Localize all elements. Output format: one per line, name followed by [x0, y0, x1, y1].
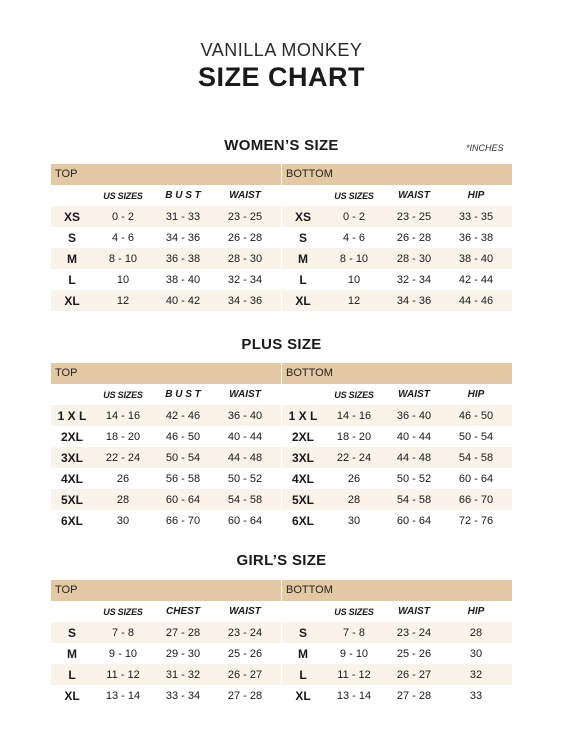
column-header: WAIST [398, 190, 430, 201]
table-row [51, 405, 281, 426]
measurement-cell: 66 - 70 [165, 514, 201, 527]
table-row [282, 447, 512, 468]
table-row [282, 489, 512, 510]
measurement-cell: 22 - 24 [336, 451, 372, 464]
size-label: S [298, 230, 307, 245]
measurement-cell: 66 - 70 [458, 493, 494, 506]
measurement-cell: 23 - 24 [227, 626, 263, 639]
measurement-cell: 54 - 58 [227, 493, 263, 506]
measurement-cell: 38 - 40 [458, 252, 494, 265]
size-label: XL [295, 688, 311, 703]
measurement-cell: 23 - 24 [396, 626, 432, 639]
measurement-cell: 30 [347, 514, 361, 527]
measurement-cell: 10 [347, 273, 361, 286]
measurement-cell: 44 - 48 [396, 451, 432, 464]
size-label: XL [295, 293, 311, 308]
size-label: 6XL [60, 513, 83, 528]
measurement-cell: 22 - 24 [105, 451, 141, 464]
measurement-cell: 13 - 14 [336, 689, 372, 702]
size-label: L [68, 667, 76, 682]
measurement-cell: 40 - 42 [165, 294, 201, 307]
measurement-cell: 26 - 27 [396, 668, 432, 681]
table-row [282, 622, 512, 643]
size-label: 3XL [291, 450, 314, 465]
measurement-cell: 60 - 64 [227, 514, 263, 527]
measurement-cell: 28 - 30 [396, 252, 432, 265]
table-row [51, 426, 281, 447]
measurement-cell: 46 - 50 [458, 409, 494, 422]
measurement-cell: 25 - 26 [227, 647, 263, 660]
measurement-cell: 33 - 35 [458, 210, 494, 223]
measurement-cell: 56 - 58 [165, 472, 201, 485]
measurement-cell: 29 - 30 [165, 647, 201, 660]
measurement-cell: 0 - 2 [111, 210, 134, 223]
column-header: US SIZES [103, 606, 143, 617]
section-title: GIRL’S SIZE [236, 552, 327, 569]
table-row [51, 643, 281, 664]
measurement-cell: 50 - 54 [458, 430, 494, 443]
table-row [282, 685, 512, 706]
table-row [51, 447, 281, 468]
column-header: B U S T [165, 190, 201, 201]
measurement-cell: 31 - 33 [165, 210, 201, 223]
brand-name: VANILLA MONKEY [200, 40, 363, 60]
measurement-cell: 25 - 26 [396, 647, 432, 660]
size-label: M [298, 646, 308, 661]
measurement-cell: 18 - 20 [336, 430, 372, 443]
measurement-cell: 4 - 6 [111, 231, 134, 244]
measurement-cell: 44 - 48 [227, 451, 263, 464]
measurement-cell: 27 - 28 [227, 689, 263, 702]
measurement-cell: 27 - 28 [396, 689, 432, 702]
table-row [282, 405, 512, 426]
column-headers [282, 185, 512, 206]
size-label: XS [294, 209, 311, 224]
top-size-table [51, 164, 281, 311]
measurement-cell: 26 [347, 472, 361, 485]
measurement-cell: 32 - 34 [227, 273, 263, 286]
measurement-cell: 26 [116, 472, 130, 485]
column-header: HIP [467, 190, 485, 201]
measurement-cell: 26 - 27 [227, 668, 263, 681]
measurement-cell: 28 [469, 626, 483, 639]
size-label: S [67, 230, 76, 245]
table-row [51, 489, 281, 510]
column-header: CHEST [166, 606, 200, 617]
measurement-cell: 18 - 20 [105, 430, 141, 443]
column-header: US SIZES [334, 190, 374, 201]
size-label: M [67, 251, 77, 266]
measurement-cell: 40 - 44 [227, 430, 263, 443]
units-note: *INCHES [466, 143, 504, 153]
column-headers [51, 185, 281, 206]
table-row [51, 290, 281, 311]
table-row [282, 206, 512, 227]
table-row [282, 643, 512, 664]
column-headers [282, 384, 512, 405]
measurement-cell: 26 - 28 [227, 231, 263, 244]
measurement-cell: 46 - 50 [165, 430, 201, 443]
measurement-cell: 32 - 34 [396, 273, 432, 286]
measurement-cell: 13 - 14 [105, 689, 141, 702]
measurement-cell: 11 - 12 [337, 668, 371, 681]
measurement-cell: 42 - 46 [165, 409, 201, 422]
measurement-cell: 36 - 40 [227, 409, 263, 422]
bottom-size-table [282, 164, 512, 311]
table-row [282, 227, 512, 248]
table-row [51, 248, 281, 269]
size-label: 4XL [60, 471, 83, 486]
measurement-cell: 0 - 2 [342, 210, 365, 223]
measurement-cell: 9 - 10 [108, 647, 138, 660]
size-label: 4XL [291, 471, 314, 486]
size-label: 6XL [291, 513, 314, 528]
column-header: US SIZES [334, 606, 374, 617]
measurement-cell: 44 - 46 [458, 294, 494, 307]
page-title: SIZE CHART [198, 62, 365, 92]
table-header-bottom: BOTTOM [282, 363, 512, 384]
table-header-bottom: BOTTOM [282, 164, 512, 185]
measurement-cell: 34 - 36 [165, 231, 201, 244]
size-label: 1 X L [57, 408, 87, 423]
table-header-top: TOP [51, 363, 281, 384]
measurement-cell: 12 [116, 294, 130, 307]
top-size-table [51, 363, 281, 531]
column-headers [51, 384, 281, 405]
size-label: S [67, 625, 76, 640]
table-row [51, 622, 281, 643]
measurement-cell: 42 - 44 [458, 273, 494, 286]
measurement-cell: 28 [347, 493, 361, 506]
table-row [51, 664, 281, 685]
measurement-cell: 60 - 64 [458, 472, 494, 485]
size-label: M [67, 646, 77, 661]
measurement-cell: 36 - 38 [458, 231, 494, 244]
measurement-cell: 38 - 40 [165, 273, 201, 286]
bottom-size-table [282, 363, 512, 531]
measurement-cell: 60 - 64 [396, 514, 432, 527]
measurement-cell: 10 [116, 273, 130, 286]
measurement-cell: 7 - 8 [342, 626, 365, 639]
measurement-cell: 50 - 52 [396, 472, 432, 485]
size-label: 1 X L [288, 408, 318, 423]
section-title: WOMEN’S SIZE [224, 137, 339, 154]
table-row [282, 290, 512, 311]
measurement-cell: 12 [347, 294, 361, 307]
measurement-cell: 8 - 10 [108, 252, 138, 265]
table-row [51, 206, 281, 227]
size-label: XL [64, 293, 80, 308]
table-row [282, 248, 512, 269]
measurement-cell: 34 - 36 [396, 294, 432, 307]
column-header: WAIST [229, 606, 261, 617]
measurement-cell: 27 - 28 [165, 626, 201, 639]
measurement-cell: 9 - 10 [339, 647, 369, 660]
column-headers [51, 601, 281, 622]
measurement-cell: 23 - 25 [396, 210, 432, 223]
measurement-cell: 72 - 76 [458, 514, 494, 527]
size-label: 5XL [291, 492, 314, 507]
measurement-cell: 33 [469, 689, 483, 702]
section-title: PLUS SIZE [241, 336, 322, 353]
measurement-cell: 50 - 52 [227, 472, 263, 485]
column-header: HIP [467, 606, 485, 617]
measurement-cell: 7 - 8 [111, 626, 134, 639]
measurement-cell: 23 - 25 [227, 210, 263, 223]
table-row [51, 468, 281, 489]
column-header: WAIST [398, 606, 430, 617]
measurement-cell: 26 - 28 [396, 231, 432, 244]
measurement-cell: 28 [116, 493, 130, 506]
measurement-cell: 8 - 10 [339, 252, 369, 265]
measurement-cell: 50 - 54 [165, 451, 201, 464]
size-label: XS [63, 209, 80, 224]
measurement-cell: 40 - 44 [396, 430, 432, 443]
measurement-cell: 33 - 34 [165, 689, 201, 702]
size-label: 2XL [291, 429, 314, 444]
table-row [282, 468, 512, 489]
top-size-table [51, 580, 281, 706]
table-header-bottom: BOTTOM [282, 580, 512, 601]
table-row [282, 510, 512, 531]
table-header-top: TOP [51, 580, 281, 601]
table-row [51, 269, 281, 290]
measurement-cell: 28 - 30 [227, 252, 263, 265]
measurement-cell: 30 [469, 647, 483, 660]
measurement-cell: 36 - 38 [165, 252, 201, 265]
column-header: US SIZES [103, 190, 143, 201]
measurement-cell: 60 - 64 [165, 493, 201, 506]
size-label: L [299, 272, 307, 287]
measurement-cell: 14 - 16 [336, 409, 372, 422]
size-label: S [298, 625, 307, 640]
table-row [51, 227, 281, 248]
measurement-cell: 34 - 36 [227, 294, 263, 307]
table-row [282, 426, 512, 447]
size-label: L [299, 667, 307, 682]
measurement-cell: 54 - 58 [458, 451, 494, 464]
table-row [282, 664, 512, 685]
column-header: WAIST [398, 389, 430, 400]
size-label: XL [64, 688, 80, 703]
table-row [51, 685, 281, 706]
size-label: 3XL [60, 450, 83, 465]
measurement-cell: 14 - 16 [105, 409, 141, 422]
column-header: US SIZES [103, 389, 143, 400]
measurement-cell: 31 - 32 [165, 668, 201, 681]
column-header: WAIST [229, 389, 261, 400]
table-header-top: TOP [51, 164, 281, 185]
measurement-cell: 54 - 58 [396, 493, 432, 506]
bottom-size-table [282, 580, 512, 706]
size-label: M [298, 251, 308, 266]
column-header: B U S T [165, 389, 201, 400]
measurement-cell: 32 [469, 668, 483, 681]
measurement-cell: 30 [116, 514, 130, 527]
measurement-cell: 11 - 12 [106, 668, 140, 681]
column-header: WAIST [229, 190, 261, 201]
table-row [282, 269, 512, 290]
measurement-cell: 4 - 6 [342, 231, 365, 244]
column-header: US SIZES [334, 389, 374, 400]
table-row [51, 510, 281, 531]
measurement-cell: 36 - 40 [396, 409, 432, 422]
column-headers [282, 601, 512, 622]
column-header: HIP [467, 389, 485, 400]
size-label: 5XL [60, 492, 83, 507]
size-label: 2XL [60, 429, 83, 444]
size-label: L [68, 272, 76, 287]
